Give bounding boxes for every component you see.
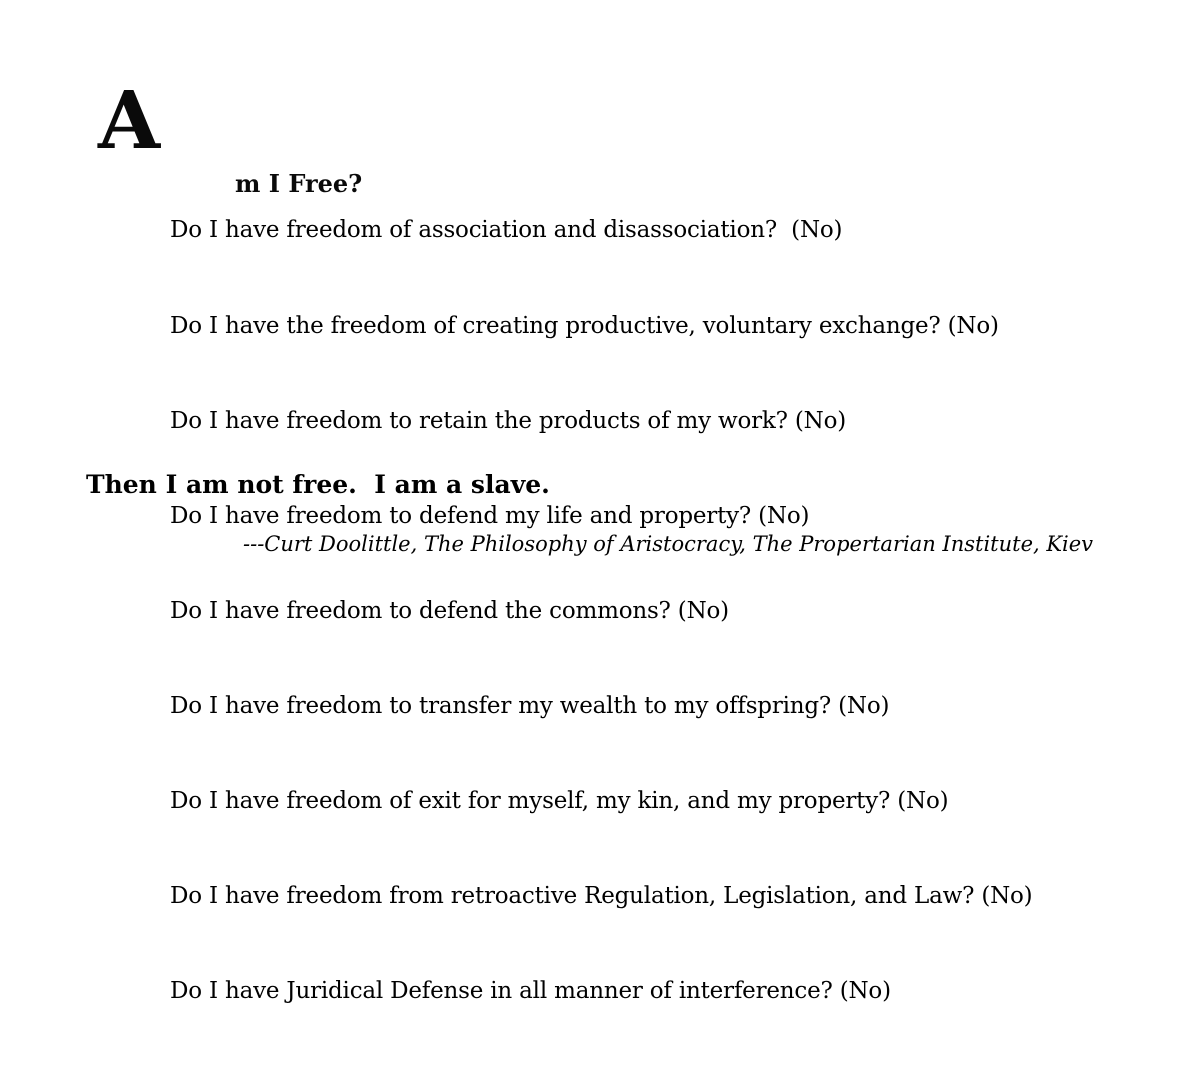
question-line: Do I have the freedom of creating productive, voluntary exchange? (No) xyxy=(170,312,999,339)
title-dropcap: A xyxy=(98,73,160,167)
question-list xyxy=(170,152,1032,1071)
conclusion-statement: Then I am not free. I am a slave. xyxy=(86,470,550,499)
question-line: Do I have freedom to retain the products of my work? (No) xyxy=(170,407,847,434)
question-line: Do I have freedom of association and disassociation? (No) xyxy=(170,217,843,244)
question-line: Do I have freedom to transfer my wealth to my offspring? (No) xyxy=(170,692,890,719)
question-line: Do I have freedom from retroactive Regulation, Legislation, and Law? (No) xyxy=(170,883,1033,910)
attribution-line: ---Curt Doolittle, The Philosophy of Aristocracy, The Propertarian Institute, Kiev xyxy=(243,532,1094,556)
title-text: m I Free? xyxy=(235,169,363,198)
question-line: Do I have Juridical Defense in all manner of interference? (No) xyxy=(170,978,891,1005)
question-line: Do I have freedom of exit for myself, my kin, and my property? (No) xyxy=(170,788,949,815)
question-line: Do I have freedom to defend my life and property? (No) xyxy=(170,502,810,529)
question-line: Do I have freedom to defend the commons? (No) xyxy=(170,597,729,624)
